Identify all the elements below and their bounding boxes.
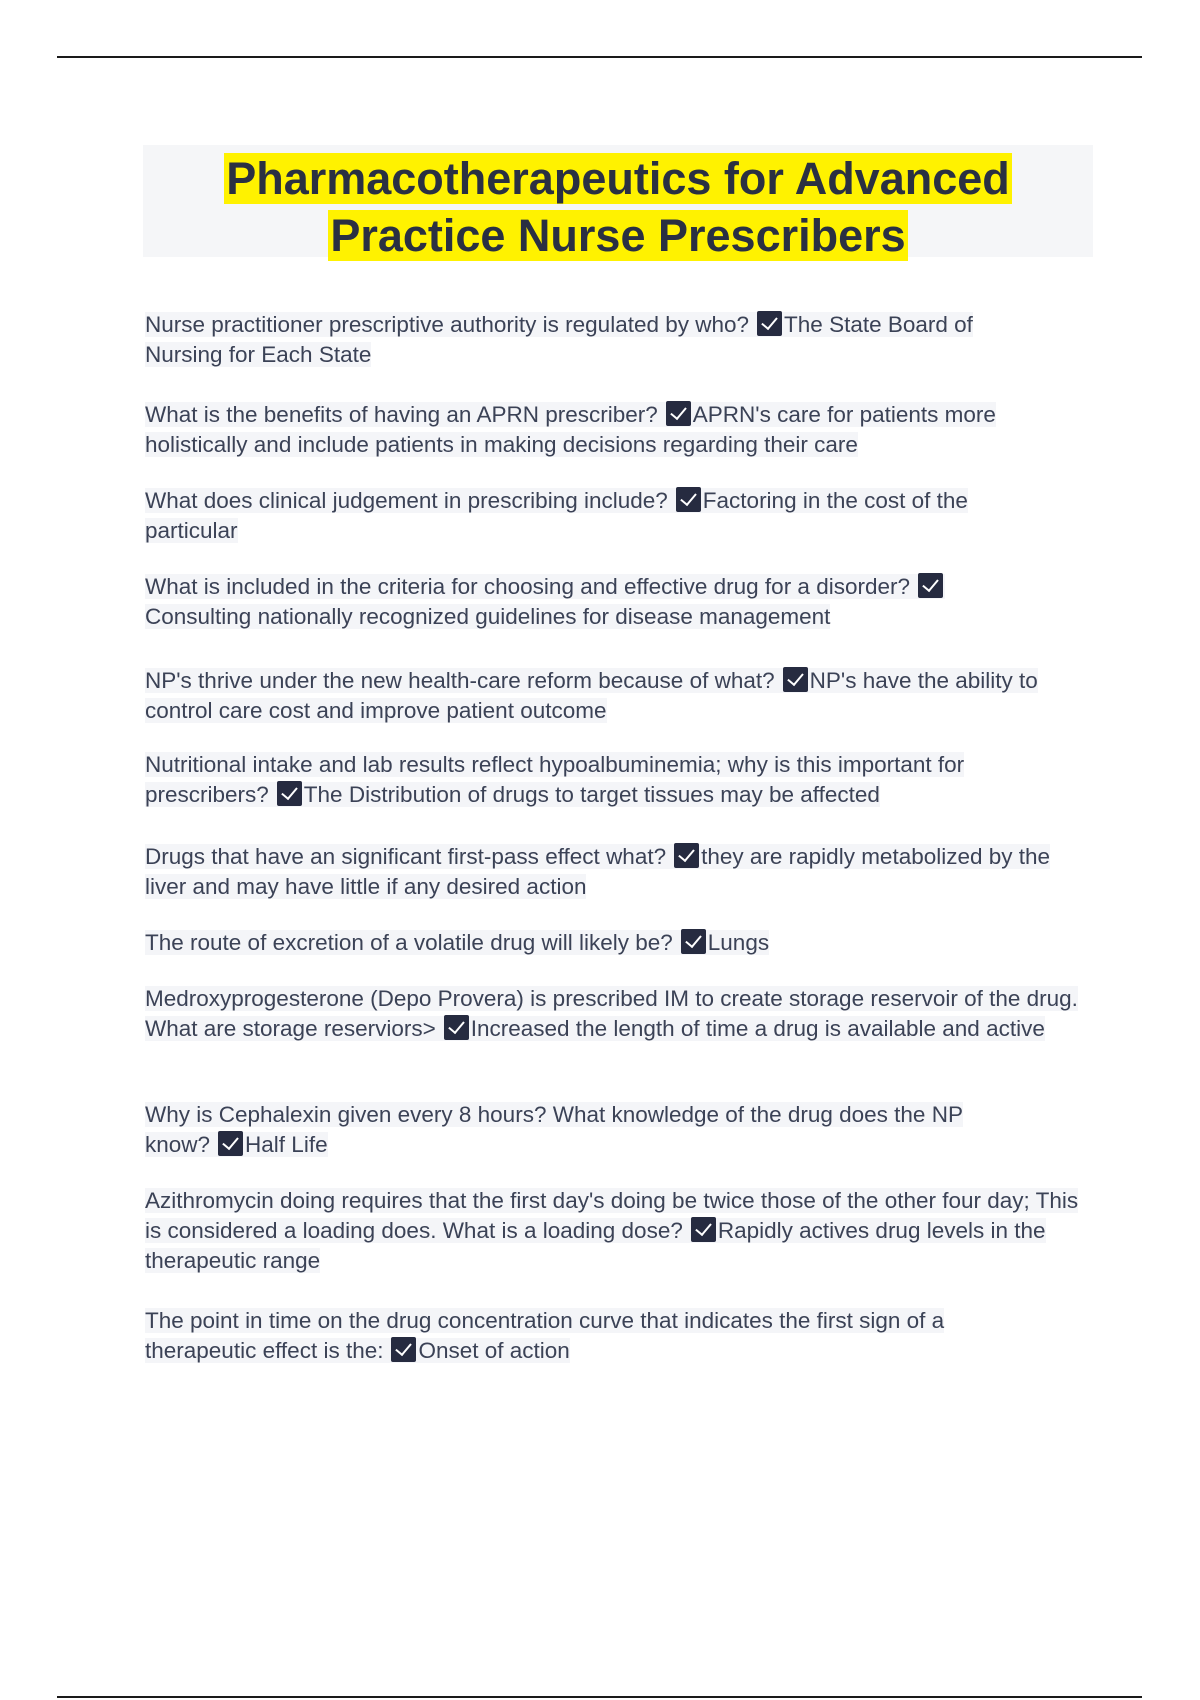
- qa-question: The route of excretion of a volatile drug will likely be?: [145, 930, 673, 955]
- checkmark-icon: [277, 781, 302, 806]
- qa-answer: Half Life: [245, 1132, 328, 1157]
- checkmark-icon: [218, 1131, 243, 1156]
- qa-item: [145, 1306, 1005, 1366]
- qa-question: NP's thrive under the new health-care reform because of what?: [145, 668, 775, 693]
- qa-answer: The State Board of Nursing for Each State: [145, 312, 973, 367]
- qa-item: [145, 842, 1090, 902]
- checkmark-icon: [391, 1337, 416, 1362]
- qa-answer: they are rapidly metabolized by the liver and may have little if any desired action: [145, 844, 1051, 899]
- qa-item: [145, 400, 1080, 460]
- qa-item: [145, 750, 1045, 810]
- qa-question: Why is Cephalexin given every 8 hours? What knowledge of the drug does the NP know?: [145, 1102, 963, 1157]
- qa-answer: Lungs: [707, 930, 770, 955]
- qa-answer: Increased the length of time a drug is available and active: [470, 1016, 1045, 1041]
- qa-answer: APRN's care for patients more holistically and include patients in making decisions regarding their care: [145, 402, 996, 457]
- checkmark-icon: [918, 573, 943, 598]
- title-line-2: Practice Nurse Prescribers: [330, 210, 906, 261]
- qa-item: [145, 572, 1025, 632]
- qa-answer: Consulting nationally recognized guidelines for disease management: [145, 604, 831, 629]
- qa-item: [145, 666, 1090, 726]
- qa-answer: The Distribution of drugs to target tissues may be affected: [303, 782, 880, 807]
- checkmark-icon: [676, 487, 701, 512]
- qa-item: [145, 486, 1045, 546]
- qa-question: Nutritional intake and lab results reflect hypoalbuminemia; why is this important for prescribers?: [145, 752, 965, 807]
- checkmark-icon: [444, 1015, 469, 1040]
- qa-question: Nurse practitioner prescriptive authority is regulated by who?: [145, 312, 750, 337]
- qa-item: [145, 1186, 1095, 1276]
- qa-question: Medroxyprogesterone (Depo Provera) is prescribed IM to create storage reservoir of the drug. What are storage reserviors>: [145, 986, 1078, 1041]
- title-line-1: Pharmacotherapeutics for Advanced: [226, 153, 1010, 204]
- qa-question: Azithromycin doing requires that the first day's doing be twice those of the other four day; This is considered a loading does. What is a loading dose?: [145, 1188, 1079, 1243]
- title-banner: [143, 145, 1093, 261]
- checkmark-icon: [783, 667, 808, 692]
- checkmark-icon: [681, 929, 706, 954]
- qa-answer: Factoring in the cost of the particular: [145, 488, 968, 543]
- qa-item: [145, 984, 1095, 1044]
- qa-answer: Onset of action: [418, 1338, 570, 1363]
- qa-item: [145, 310, 1045, 370]
- qa-question: Drugs that have an significant first-pass effect what?: [145, 844, 667, 869]
- checkmark-icon: [757, 311, 782, 336]
- qa-answer: NP's have the ability to control care cost and improve patient outcome: [145, 668, 1038, 723]
- qa-question: What is the benefits of having an APRN prescriber?: [145, 402, 658, 427]
- checkmark-icon: [666, 401, 691, 426]
- qa-answer: Rapidly actives drug levels in the therapeutic range: [145, 1218, 1046, 1273]
- checkmark-icon: [674, 843, 699, 868]
- qa-question: What is included in the criteria for choosing and effective drug for a disorder?: [145, 574, 910, 599]
- qa-question: The point in time on the drug concentration curve that indicates the first sign of a therapeutic effect is the:: [145, 1308, 945, 1363]
- qa-question: What does clinical judgement in prescribing include?: [145, 488, 668, 513]
- header-rule: [57, 56, 1142, 58]
- qa-item: [145, 1100, 1025, 1160]
- document-title: [143, 145, 1093, 264]
- checkmark-icon: [691, 1217, 716, 1242]
- qa-item: [145, 928, 1090, 958]
- footer-rule: [57, 1696, 1142, 1698]
